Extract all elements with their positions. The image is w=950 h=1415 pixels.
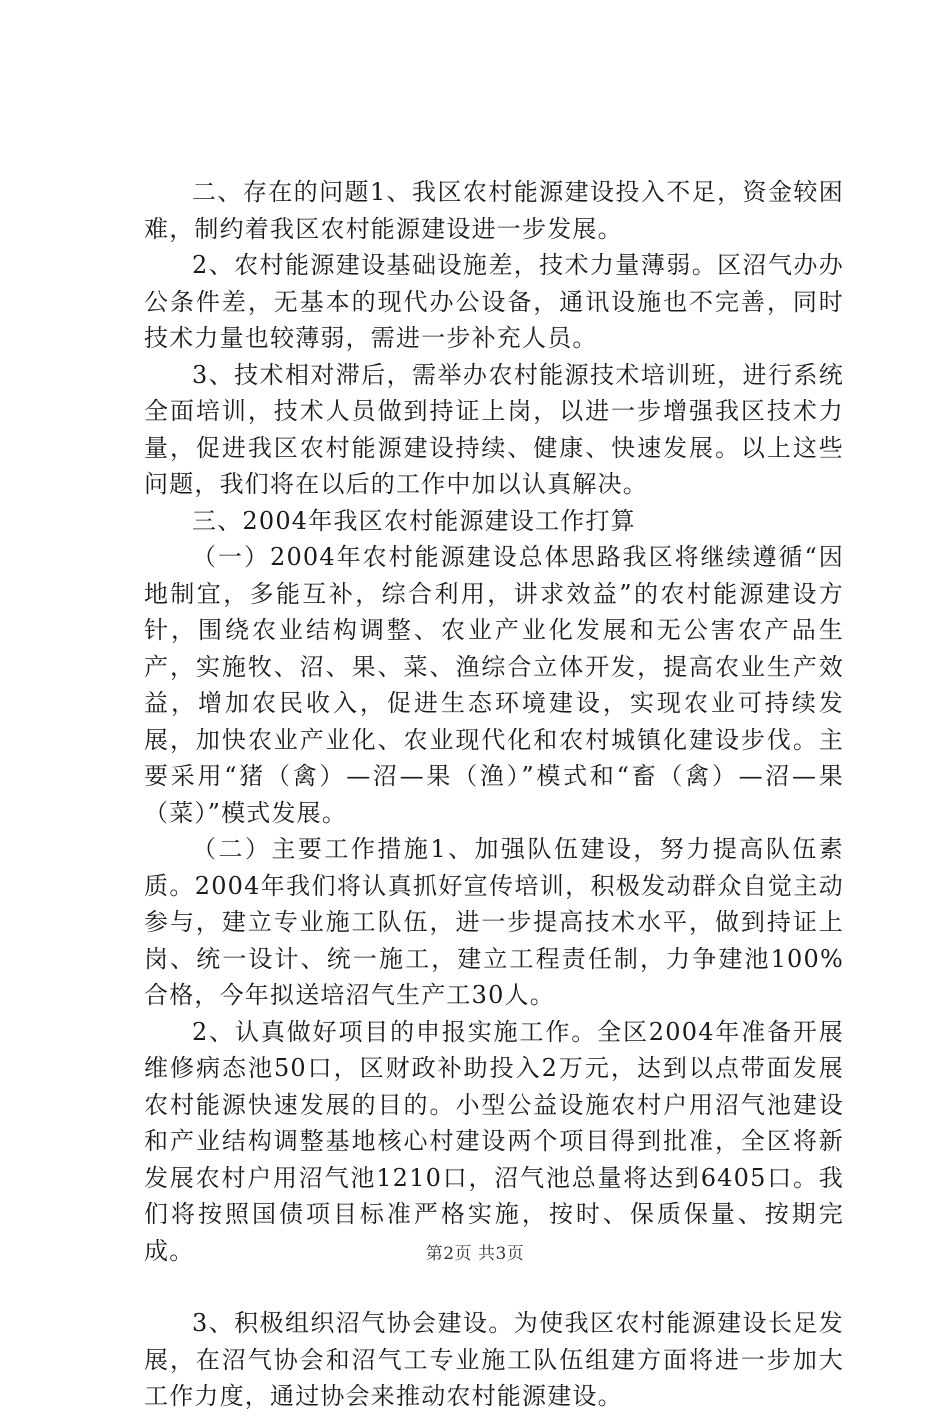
paragraph-plan-2: （二）主要工作措施1、加强队伍建设，努力提高队伍素质。2004年我们将认真抓好宣传培训，积极发动群众自觉主动参与，建立专业施工队伍，进一步提高技术水平，做到持证上岗、统一设计、统一施工，建立工程责任制，力争建池100%合格，今年拟送培沼气生产工30人。 <box>144 835 844 1009</box>
paragraph-problems-2: 2、农村能源建设基础设施差，技术力量薄弱。区沼气办办公条件差，无基本的现代办公设备，通讯设施也不完善，同时技术力量也较薄弱，需进一步补充人员。 <box>144 251 844 352</box>
paragraph-problems-1: 二、存在的问题1、我区农村能源建设投入不足，资金较困难，制约着我区农村能源建设进一步发展。 <box>144 178 844 243</box>
document-body <box>144 174 844 1415</box>
paragraph-plan-3: 2、认真做好项目的申报实施工作。全区2004年准备开展维修病态池50口，区财政补助投入2万元，达到以点带面发展农村能源快速发展的目的。小型公益设施农村户用沼气池建设和产业结构调整基地核心村建设两个项目得到批准，全区将新发展农村户用沼气池1210口，沼气池总量将达到6405口。我们将按照国债项目标准严格实施，按时、保质保量、按期完成。 <box>144 1017 844 1265</box>
page-number-footer: 第2页 共3页 <box>425 1244 525 1264</box>
section-heading-plan: 三、2004年我区农村能源建设工作打算 <box>192 506 636 535</box>
paragraph-plan-1: （一）2004年农村能源建设总体思路我区将继续遵循“因地制宜，多能互补，综合利用，讲求效益”的农村能源建设方针，围绕农业结构调整、农业产业化发展和无公害农产品生产，实施牧、沼、果、菜、渔综合立体开发，提高农业生产效益，增加农民收入，促进生态环境建设，实现农业可持续发展，加快农业产业化、农业现代化和农村城镇化建设步伐。主要采用“猪（禽）—沼—果（渔）”模式和“畜（禽）—沼—果（菜）”模式发展。 <box>144 543 844 827</box>
paragraph-plan-4: 3、积极组织沼气协会建设。为使我区农村能源建设长足发展，在沼气协会和沼气工专业施工队伍组建方面将进一步加大工作力度，通过协会来推动农村能源建设。 <box>144 1309 844 1410</box>
paragraph-problems-3: 3、技术相对滞后，需举办农村能源技术培训班，进行系统全面培训，技术人员做到持证上岗，以进一步增强我区技术力量，促进我区农村能源建设持续、健康、快速发展。以上这些问题，我们将在以后的工作中加以认真解决。 <box>144 360 844 498</box>
